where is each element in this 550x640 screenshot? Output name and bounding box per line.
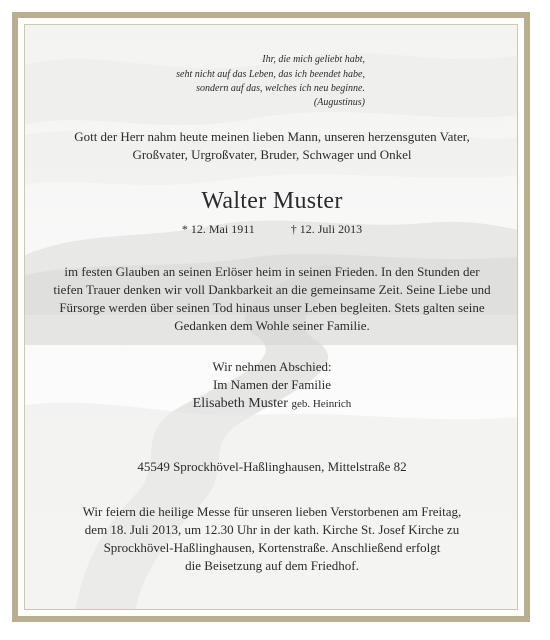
address: 45549 Sprockhövel-Haßlinghausen, Mittelstraße 82 xyxy=(137,459,407,474)
mourner-suffix: geb. Heinrich xyxy=(291,398,352,410)
deceased-name: Walter Muster xyxy=(201,188,343,214)
service-line-1: Wir feiern die heilige Messe für unseren lieben Verstorbenen am Freitag, xyxy=(82,504,462,519)
text-line-3: Fürsorge werden über seinen Tod hinaus unser Leben begleiten. Stets galten seine xyxy=(59,300,485,315)
poem-line-1: Ihr, die mich geliebt habt, xyxy=(262,54,365,65)
farewell-line-1: Wir nehmen Abschied: xyxy=(212,359,332,374)
service-line-4: die Beisetzung auf dem Friedhof. xyxy=(185,558,359,573)
death-date: † 12. Juli 2013 xyxy=(290,222,363,236)
intro-line-2: Großvater, Urgroßvater, Bruder, Schwager und Onkel xyxy=(132,147,412,162)
poem-line-3: sondern auf das, welches ich neu beginne. xyxy=(196,83,365,94)
mourner xyxy=(25,397,518,411)
text-line-4: Gedanken dem Wohle seiner Familie. xyxy=(174,318,370,333)
service-line-2: dem 18. Juli 2013, um 12.30 Uhr in der kath. Kirche St. Josef Kirche zu xyxy=(84,522,460,537)
birth-date: * 12. Mai 1911 xyxy=(181,222,255,236)
intro-line-1: Gott der Herr nahm heute meinen lieben Mann, unseren herzensguten Vater, xyxy=(74,129,470,144)
obituary-card xyxy=(24,24,518,610)
mourner-name: Elisabeth Muster xyxy=(192,396,288,411)
poem-line-2: seht nicht auf das Leben, das ich beendet habe, xyxy=(176,69,365,80)
text-line-2: tiefen Trauer denken wir voll Dankbarkeit an die gemeinsame Zeit. Seine Liebe und xyxy=(53,282,491,297)
text-line-1: im festen Glauben an seinen Erlöser heim in seinen Frieden. In den Stunden der xyxy=(64,264,480,279)
life-dates xyxy=(25,223,518,235)
poem-author: (Augustinus) xyxy=(313,97,365,108)
service-line-3: Sprockhövel-Haßlinghausen, Kortenstraße. Anschließend erfolgt xyxy=(103,540,441,555)
farewell-line-2: Im Namen der Familie xyxy=(212,377,332,392)
